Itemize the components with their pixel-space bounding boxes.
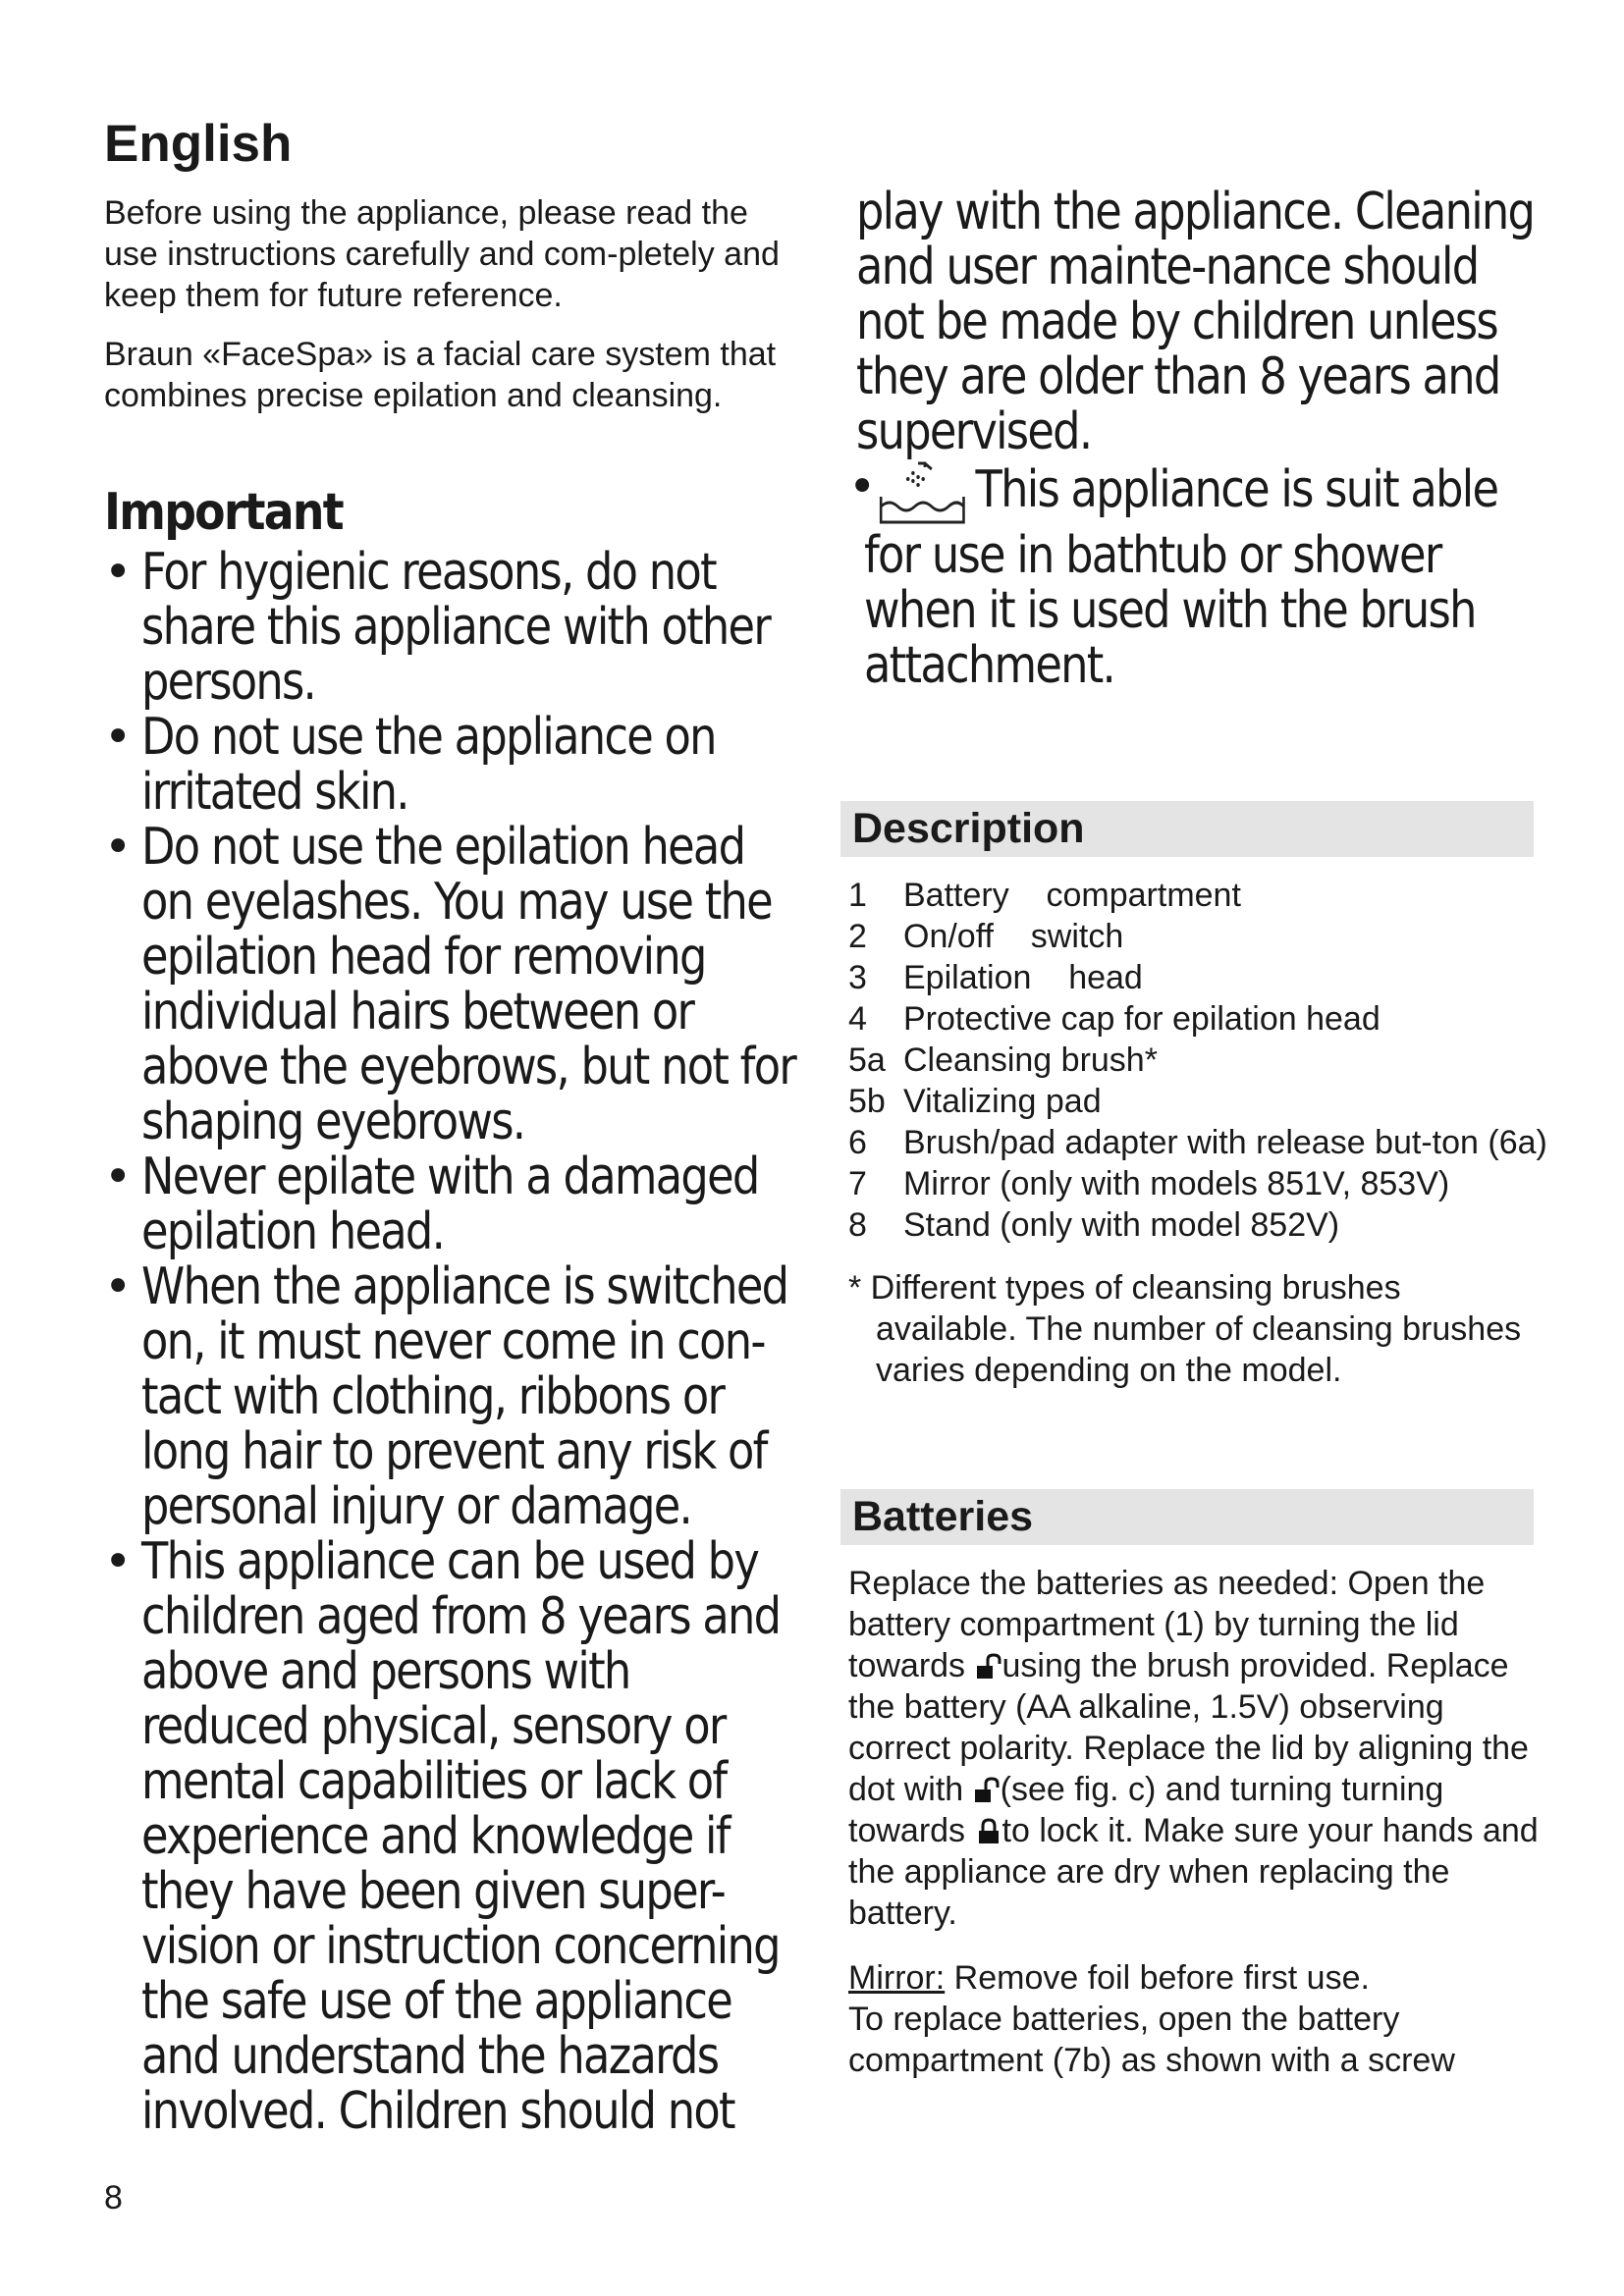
unlock-icon [973, 1777, 1001, 1804]
list-item: 2 On/off switch [848, 918, 1124, 955]
lock-icon [975, 1818, 1002, 1845]
list-item: 3 Epilation head [848, 959, 1143, 996]
bullet-icon: • [104, 710, 131, 766]
bullet-icon: • [104, 1259, 131, 1315]
description-list [848, 875, 1547, 1246]
left-column [104, 98, 797, 2142]
important-heading: Important [104, 483, 343, 543]
list-item: • This appliance can be used by children aged from 8 years and above and persons with reduced physical, sensory or mental capabilities or lack of experience and knowledge if they have been given super-vision or instruction concerning the safe use of the appliance and understand the hazards involved. Children should not [104, 1532, 781, 2142]
unlock-icon [975, 1653, 1002, 1681]
bullet-icon: • [848, 459, 875, 514]
mirror-label: Mirror: [848, 1959, 946, 1997]
batteries-heading: Batteries [840, 1489, 1534, 1545]
continued-text: play with the appliance. Cleaning and user mainte-nance should not be made by children unless they are older than 8 years and supervised. [856, 183, 1535, 461]
list-item: • For hygienic reasons, do not share this appliance with other persons. [104, 543, 771, 713]
list-item: • Do not use the appliance on irritated skin. [104, 708, 716, 823]
bullet-icon: • [104, 545, 131, 601]
list-item: • This appliance is suit able for use in bathtub or shower when it is used with the brush attachment. [848, 459, 1498, 695]
intro-paragraph-1: Before using the appliance, please read the use instructions carefully and com-pletely and keep them for future reference. [104, 194, 780, 315]
bathtub-shower-icon [876, 459, 967, 528]
right-column [848, 185, 1547, 2081]
list-item: 5a Cleansing brush* [848, 1041, 1158, 1079]
batteries-paragraph: Replace the batteries as needed: Open the battery compartment (1) by turning the lid towards using the brush provided. Replace the battery (AA alkaline, 1.5V) observing correct polarity. Replace the lid by aligning the dot with (see fig. c) and turning turning towards to lock it. Make sure your hands and the appliance are dry when replacing the battery. [848, 1565, 1539, 1932]
intro-paragraph-2: Braun «FaceSpa» is a facial care system that combines precise epilation and cleansing. [104, 336, 777, 415]
list-item: 5b Vitalizing pad [848, 1083, 1102, 1120]
bullet-icon: • [104, 820, 131, 876]
list-item: 7 Mirror (only with models 851V, 853V) [848, 1165, 1450, 1202]
list-item: • Never epilate with a damaged epilation head. [104, 1148, 759, 1262]
list-item: 6 Brush/pad adapter with release but-ton (6a) [848, 1124, 1547, 1161]
footnote: * Different types of cleansing brushes available. The number of cleansing brushes varies depending on the model. [848, 1269, 1522, 1389]
page-number: 8 [104, 2179, 123, 2216]
list-item: • Do not use the epilation head on eyelashes. You may use the epilation head for removing individual hairs between or above the eyebrows, but not for shaping eyebrows. [104, 818, 796, 1152]
description-heading: Description [840, 801, 1534, 857]
bullet-icon: • [104, 1149, 131, 1205]
mirror-paragraph: Mirror: Remove foil before first use. To replace batteries, open the battery compartment (7b) as shown with a screw [848, 1959, 1455, 2079]
list-item: 4 Protective cap for epilation head [848, 1000, 1380, 1038]
page-title: English [104, 115, 293, 173]
list-item: 8 Stand (only with model 852V) [848, 1206, 1340, 1244]
list-item: • When the appliance is switched on, it must never come in con-tact with clothing, ribbons or long hair to prevent any risk of personal injury or damage. [104, 1257, 788, 1537]
important-list [104, 543, 797, 2142]
bath-note [848, 459, 1547, 695]
bullet-icon: • [104, 1534, 131, 1590]
list-item: 1 Battery compartment [848, 877, 1241, 914]
